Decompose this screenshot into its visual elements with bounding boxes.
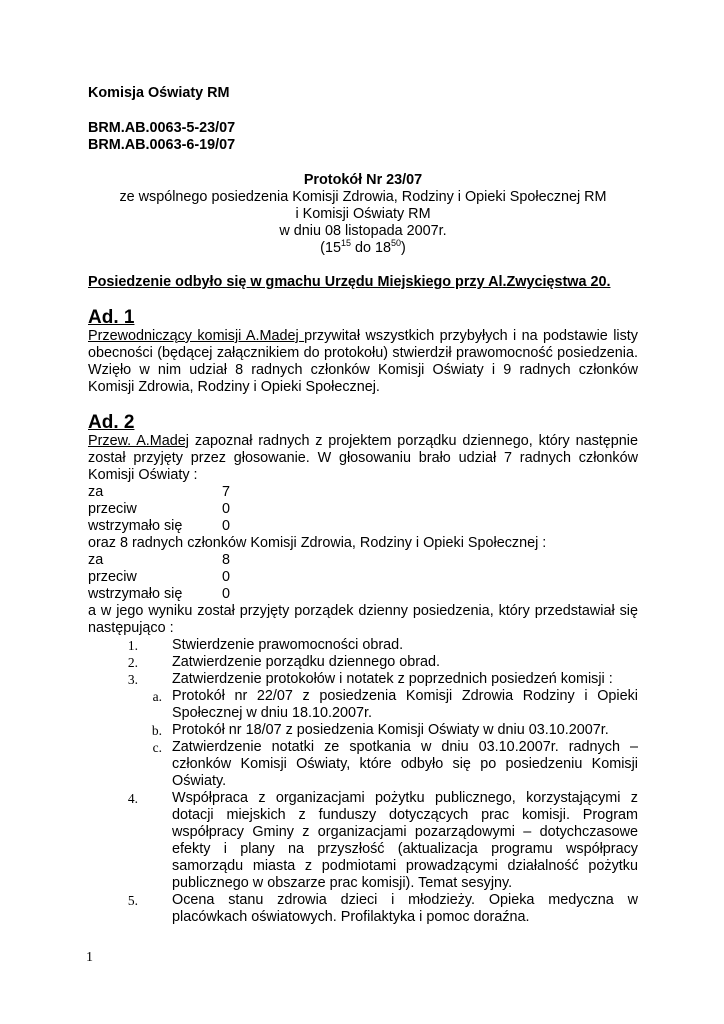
vote-label: za — [88, 484, 104, 500]
section-ad1 — [88, 308, 638, 396]
sub-list-letter: b. — [151, 723, 162, 738]
sub-list-item — [88, 722, 638, 739]
list-text: Zatwierdzenie protokołów i notatek z poprzednich posiedzeń komisji : — [172, 671, 613, 687]
vote-row — [88, 501, 638, 518]
list-item — [88, 892, 638, 926]
title-date: w dniu 08 listopada 2007r. — [279, 223, 447, 239]
ad2-lead: Przew. A.Madej — [88, 433, 190, 449]
vote-value: 7 — [222, 484, 231, 500]
list-item — [88, 671, 638, 688]
sub-list-item — [88, 739, 638, 790]
vote-label: przeciw — [88, 501, 137, 517]
reference-number-1: BRM.AB.0063-5-23/07 — [88, 120, 236, 136]
sub-list-text: Protokół nr 22/07 z posiedzenia Komisji Zdrowia Rodziny i Opieki Społecznej w dniu 18.10.2007r. — [172, 688, 638, 721]
title-line-2: i Komisji Oświaty RM — [295, 206, 431, 222]
sub-list-text: Protokół nr 18/07 z posiedzenia Komisji Oświaty w dniu 03.10.2007r. — [172, 722, 609, 738]
title-time — [88, 240, 638, 257]
vote-value: 0 — [222, 569, 231, 585]
ad1-heading: Ad. 1 — [88, 307, 135, 328]
vote-label: przeciw — [88, 569, 137, 585]
vote-label: wstrzymało się — [88, 518, 183, 534]
protocol-title: Protokół Nr 23/07 — [303, 172, 423, 188]
page-number: 1 — [86, 950, 93, 965]
list-text: Zatwierdzenie porządku dziennego obrad. — [172, 654, 440, 670]
list-number: 3. — [127, 672, 138, 687]
ad1-paragraph — [88, 328, 638, 396]
venue-statement: Posiedzenie odbyło się w gmachu Urzędu Miejskiego przy Al.Zwycięstwa 20. — [88, 274, 611, 290]
document-page — [88, 85, 638, 926]
ad2-heading: Ad. 2 — [88, 412, 135, 433]
list-number: 5. — [127, 893, 138, 908]
sub-list-letter: a. — [152, 689, 162, 704]
vote-row — [88, 586, 638, 603]
time-end-minutes: 50 — [391, 238, 402, 249]
list-item — [88, 637, 638, 654]
vote-value: 0 — [222, 501, 231, 517]
time-open: (15 — [320, 240, 341, 256]
vote-row — [88, 518, 638, 535]
sub-list-item — [88, 688, 638, 722]
list-number: 1. — [127, 638, 138, 653]
list-text: Stwierdzenie prawomocności obrad. — [172, 637, 404, 653]
list-number: 2. — [127, 655, 138, 670]
committee-name: Komisja Oświaty RM — [88, 85, 230, 101]
vote-value: 0 — [222, 518, 231, 534]
title-block — [88, 172, 638, 257]
list-text: Współpraca z organizacjami pożytku publicznego, korzystającymi z dotacji miejskich z funduszy dotyczących prac komisji. Program współpracy Gminy z organizacjami pozarządowymi – dotychczasowe efekty i plany na przyszłość (aktualizacja programu współpracy samorządu miasta z podmiotami prowadzącymi działalność pożytku publicznego w obszarze prac komisji). Temat sesyjny. — [172, 790, 638, 891]
ad2-paragraph — [88, 433, 638, 484]
time-close: ) — [401, 240, 406, 256]
title-line-1: ze wspólnego posiedzenia Komisji Zdrowia, Rodziny i Opieki Społecznej RM — [119, 189, 607, 205]
list-number: 4. — [127, 791, 138, 806]
reference-numbers — [88, 120, 638, 154]
vote2-intro: oraz 8 radnych członków Komisji Zdrowia, Rodziny i Opieki Społecznej : — [88, 535, 547, 551]
vote-value: 8 — [222, 552, 231, 568]
section-ad2 — [88, 413, 638, 926]
vote-label: wstrzymało się — [88, 586, 183, 602]
list-item — [88, 654, 638, 671]
ad2-text: zapoznał radnych z projektem porządku dziennego, który następnie został przyjęty przez głosowanie. W głosowaniu brało udział 7 radnych członków Komisji Oświaty : — [88, 433, 638, 483]
agenda-intro: a w jego wyniku został przyjęty porządek dzienny posiedzenia, który przedstawiał się następująco : — [88, 603, 638, 636]
sub-list-letter: c. — [152, 740, 162, 755]
ad1-lead: Przewodniczący komisji A.Madej — [88, 328, 305, 344]
time-mid: do 18 — [351, 240, 392, 256]
vote-results-education — [88, 484, 638, 535]
vote-row — [88, 484, 638, 501]
sub-list-text: Zatwierdzenie notatki ze spotkania w dniu 03.10.2007r. radnych – członków Komisji Oświaty, które odbyło się po posiedzeniu Komisji Oświaty. — [172, 739, 638, 789]
vote-row — [88, 569, 638, 586]
ad1-text: przywitał wszystkich przybyłych i na podstawie listy obecności (będącej załącznikiem do protokołu) stwierdził prawomocność posiedzenia. Wzięło w nim udział 8 radnych członków Komisji Oświaty i 9 radnych członków Komisji Zdrowia, Rodziny i Opieki Społecznej. — [88, 328, 638, 395]
vote-value: 0 — [222, 586, 231, 602]
time-start-minutes: 15 — [340, 238, 351, 249]
vote-row — [88, 552, 638, 569]
vote-label: za — [88, 552, 104, 568]
reference-number-2: BRM.AB.0063-6-19/07 — [88, 137, 236, 153]
list-text: Ocena stanu zdrowia dzieci i młodzieży. Opieka medyczna w placówkach oświatowych. Profilaktyka i pomoc doraźna. — [172, 892, 638, 925]
agenda-list — [88, 637, 638, 926]
vote-results-health — [88, 552, 638, 603]
list-item — [88, 790, 638, 892]
